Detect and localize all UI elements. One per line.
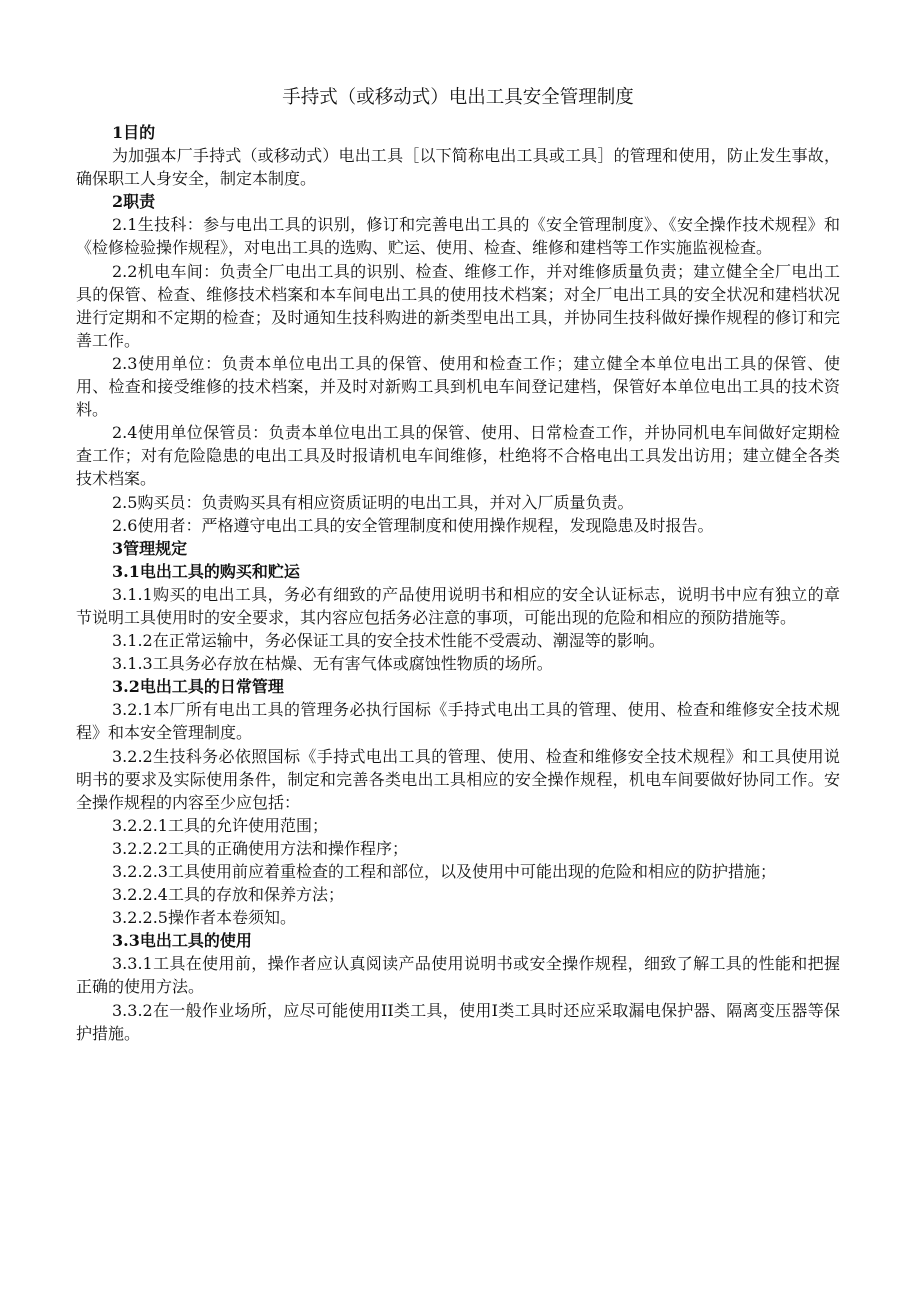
paragraph-2-1: 2.1生技科：参与电出工具的识别，修订和完善电出工具的《安全管理制度》、《安全操作技术规程》和《检修检验操作规程》，对电出工具的选购、贮运、使用、检查、维修和建档等工作实施监视检查。 (76, 215, 840, 258)
paragraph-3-2-1: 3.2.1本厂所有电出工具的管理务必执行国标《手持式电出工具的管理、使用、检查和维修安全技术规程》和本安全管理制度。 (76, 700, 840, 743)
paragraph-3-3-2: 3.3.2在一般作业场所，应尽可能使用II类工具，使用I类工具时还应采取漏电保护器、隔离变压器等保护措施。 (76, 1000, 840, 1043)
document-page (76, 84, 840, 1045)
paragraph-3-3-1: 3.3.1工具在使用前，操作者应认真阅读产品使用说明书或安全操作规程，细致了解工具的性能和把握正确的使用方法。 (76, 954, 840, 997)
paragraph-2-6: 2.6使用者：严格遵守电出工具的安全管理制度和使用操作规程，发现隐患及时报告。 (112, 515, 714, 535)
section-heading-responsibilities: 2职责 (112, 192, 156, 212)
paragraph-3-2-2: 3.2.2生技科务必依照国标《手持式电出工具的管理、使用、检查和维修安全技术规程》和工具使用说明书的要求及实际使用条件，制定和完善各类电出工具相应的安全操作规程，机电车间要做好协同工作。安全操作规程的内容至少应包括： (76, 746, 840, 812)
paragraph-3-2-2-1: 3.2.2.1工具的允许使用范围； (112, 815, 328, 835)
section-heading-purpose: 1目的 (112, 123, 156, 142)
section-heading-management: 3管理规定 (112, 538, 188, 558)
paragraph-3-2-2-5: 3.2.2.5操作者本卷须知。 (112, 908, 296, 928)
document-title: 手持式（或移动式）电出工具安全管理制度 (282, 87, 634, 108)
paragraph-2-4: 2.4使用单位保管员：负责本单位电出工具的保管、使用、日常检查工作，并协同机电车间做好定期检查工作；对有危险隐患的电出工具及时报请机电车间维修，杜绝将不合格电出工具发出访用；建立健全各类技术档案。 (76, 423, 840, 489)
paragraph-purpose: 为加强本厂手持式（或移动式）电出工具［以下简称电出工具或工具］的管理和使用，防止发生事故，确保职工人身安全，制定本制度。 (76, 146, 840, 189)
paragraph-3-1-2: 3.1.2在正常运输中，务必保证工具的安全技术性能不受震动、潮湿等的影响。 (112, 631, 665, 651)
paragraph-3-2-2-3: 3.2.2.3工具使用前应着重检查的工程和部位，以及使用中可能出现的危险和相应的防护措施； (112, 862, 776, 881)
paragraph-3-2-2-2: 3.2.2.2工具的正确使用方法和操作程序； (112, 838, 408, 858)
paragraph-2-3: 2.3使用单位：负责本单位电出工具的保管、使用和检查工作；建立健全本单位电出工具的保管、使用、检查和接受维修的技术档案，并及时对新购工具到机电车间登记建档，保管好本单位电出工具的技术资料。 (76, 353, 840, 420)
paragraph-2-2: 2.2机电车间：负责全厂电出工具的识别、检查、维修工作，并对维修质量负责；建立健全全厂电出工具的保管、检查、维修技术档案和本车间电出工具的使用技术档案；对全厂电出工具的安全状况和建档状况进行定期和不定期的检查；及时通知生技科购进的新类型电出工具，并协同生技科做好操作规程的修订和完善工作。 (76, 261, 840, 350)
paragraph-2-5: 2.5购买员：负责购买具有相应资质证明的电出工具，并对入厂质量负责。 (112, 492, 634, 512)
paragraph-3-1-1: 3.1.1购买的电出工具，务必有细致的产品使用说明书和相应的安全认证标志，说明书中应有独立的章节说明工具使用时的安全要求，其内容应包括务必注意的事项，可能出现的危险和相应的预防措施等。 (76, 584, 840, 627)
paragraph-3-2-2-4: 3.2.2.4工具的存放和保养方法； (112, 885, 344, 905)
subsection-heading-3-3: 3.3电出工具的使用 (112, 931, 252, 951)
subsection-heading-3-1: 3.1电出工具的购买和贮运 (112, 561, 300, 581)
subsection-heading-3-2: 3.2电出工具的日常管理 (112, 677, 284, 697)
paragraph-3-1-3: 3.1.3工具务必存放在枯燥、无有害气体或腐蚀性物质的场所。 (112, 654, 553, 674)
